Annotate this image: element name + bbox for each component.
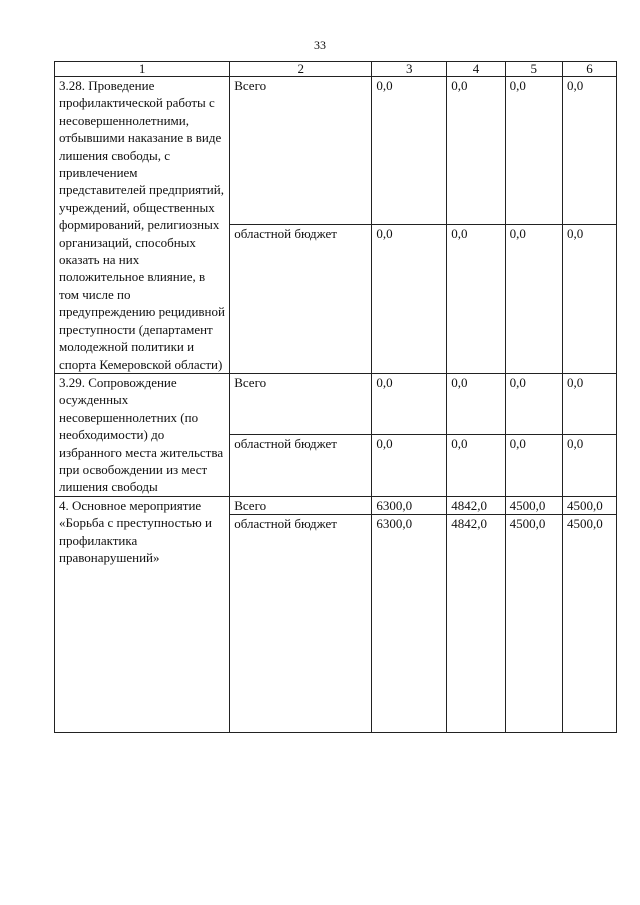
funding-source: Всего <box>230 496 372 514</box>
value-cell: 4500,0 <box>505 496 562 514</box>
value-cell: 0,0 <box>505 373 562 434</box>
value-cell: 0,0 <box>372 77 447 225</box>
value-cell: 4500,0 <box>505 515 562 733</box>
value-cell: 0,0 <box>447 225 505 373</box>
value-cell: 4842,0 <box>447 515 505 733</box>
funding-source: областной бюджет <box>230 435 372 496</box>
value-cell: 0,0 <box>562 373 616 434</box>
measure-description: 3.29. Сопровождение осужденных несовершеннолетних (по необходимости) до избранного места жительства при освобождении из мест лишения свободы <box>55 373 230 496</box>
value-cell: 6300,0 <box>372 496 447 514</box>
value-cell: 0,0 <box>505 435 562 496</box>
table-row <box>55 373 617 434</box>
funding-source: Всего <box>230 77 372 225</box>
funding-source: областной бюджет <box>230 225 372 373</box>
value-cell: 0,0 <box>372 435 447 496</box>
measure-description: 3.28. Проведение профилактической работы с несовершеннолетними, отбывшими наказание в виде лишения свободы, с привлечением представителей предприятий, учреждений, общественных формирований, религиозных организаций, способных оказать на них положительное влияние, в том числе по предупреждению рецидивной преступности (департамент молодежной политики и спорта Кемеровской области) <box>55 77 230 374</box>
value-cell: 0,0 <box>372 373 447 434</box>
value-cell: 4500,0 <box>562 515 616 733</box>
value-cell: 0,0 <box>562 225 616 373</box>
table-row <box>55 77 617 225</box>
value-cell: 0,0 <box>447 77 505 225</box>
value-cell: 6300,0 <box>372 515 447 733</box>
page-number: 33 <box>314 38 326 52</box>
column-header: 2 <box>230 62 372 77</box>
value-cell: 0,0 <box>562 435 616 496</box>
value-cell: 0,0 <box>505 225 562 373</box>
value-cell: 0,0 <box>372 225 447 373</box>
value-cell: 0,0 <box>447 435 505 496</box>
funding-source: областной бюджет <box>230 515 372 733</box>
funding-source: Всего <box>230 373 372 434</box>
column-header: 5 <box>505 62 562 77</box>
column-header: 6 <box>562 62 616 77</box>
header-row <box>55 62 617 77</box>
value-cell: 0,0 <box>505 77 562 225</box>
value-cell: 0,0 <box>562 77 616 225</box>
value-cell: 0,0 <box>447 373 505 434</box>
column-header: 4 <box>447 62 505 77</box>
table-row <box>55 496 617 514</box>
column-header: 1 <box>55 62 230 77</box>
value-cell: 4842,0 <box>447 496 505 514</box>
budget-table <box>54 61 617 733</box>
column-header: 3 <box>372 62 447 77</box>
measure-description: 4. Основное мероприятие «Борьба с преступностью и профилактика правонарушений» <box>55 496 230 732</box>
value-cell: 4500,0 <box>562 496 616 514</box>
